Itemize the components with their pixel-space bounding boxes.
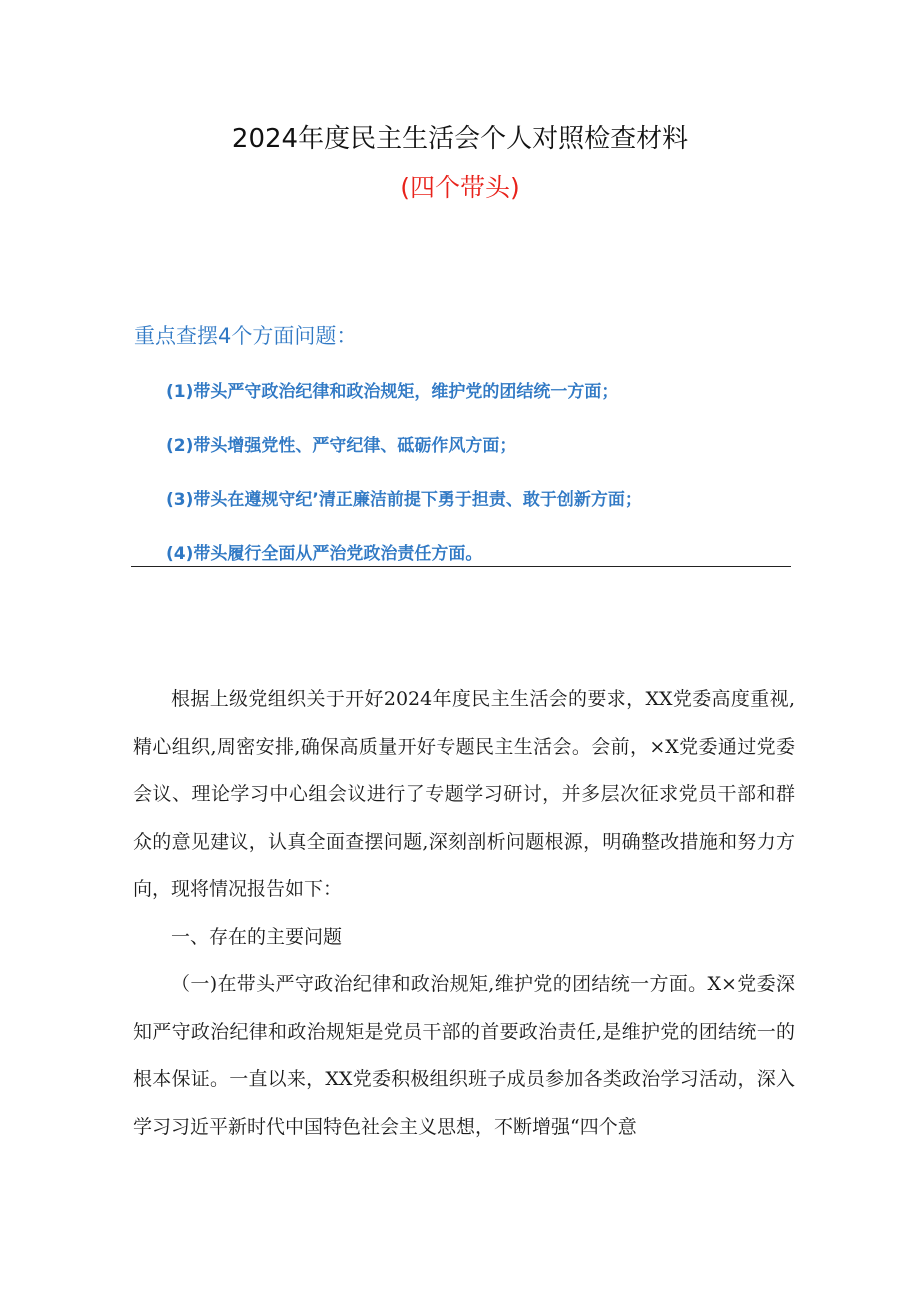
- focus-item: (2)带头增强党性、严守纪律、砥砺作风方面；: [166, 436, 517, 456]
- document-title: 2024年度民主生活会个人对照检查材料: [231, 124, 689, 154]
- focus-heading: 重点查摆4个方面问题：: [134, 324, 358, 348]
- focus-list: [166, 380, 642, 596]
- focus-item: (3)带头在遵规守纪’清正廉洁前提下勇于担责、敢于创新方面；: [166, 490, 642, 510]
- focus-item: (4)带头履行全面从严治党政治责任方面。: [166, 544, 483, 564]
- intro-paragraph: 根据上级党组织关于开好2024年度民主生活会的要求，XX党委高度重视,精心组织,周密安排,确保高质量开好专题民主生活会。会前，×X党委通过党委会议、理论学习中心组会议进行了专题学习研讨，并多层次征求党员干部和群众的意见建议，认真全面查摆问题,深刻剖析问题根源，明确整改措施和努力方向，现将情况报告如下：: [133, 688, 795, 900]
- issue-paragraph: （一)在带头严守政治纪律和政治规矩,维护党的团结统一方面。X×党委深知严守政治纪律和政治规矩是党员干部的首要政治责任,是维护党的团结统一的根本保证。一直以来，XX党委积极组织班子成员参加各类政治学习活动，深入学习习近平新时代中国特色社会主义思想，不断增强“四个意: [133, 973, 795, 1138]
- focus-item: (1)带头严守政治纪律和政治规矩，维护党的团结统一方面；: [166, 382, 619, 402]
- document-subtitle: (四个带头): [400, 173, 520, 202]
- body-text: [133, 676, 795, 1151]
- section-divider: [131, 566, 791, 567]
- section-heading: 一、存在的主要问题: [171, 925, 343, 948]
